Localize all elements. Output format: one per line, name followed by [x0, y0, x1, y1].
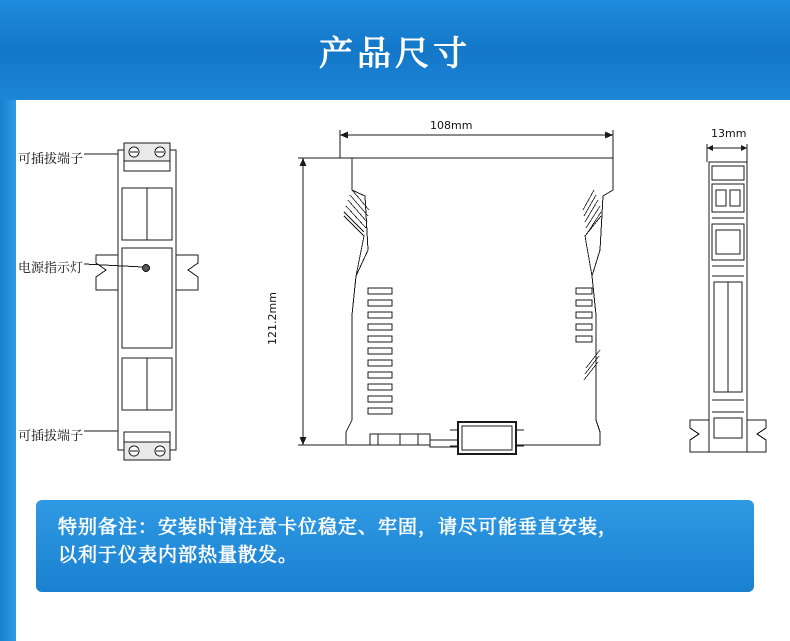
label-power-led: 电源指示灯 — [18, 261, 84, 276]
page-header — [0, 0, 790, 100]
dimension-depth-label: 13mm — [711, 127, 747, 140]
note-line-1: 特别备注：安装时请注意卡位稳定、牢固，请尽可能垂直安装， — [58, 516, 619, 538]
label-bottom-terminal: 可插拔端子 — [18, 429, 84, 444]
product-dimension-drawing — [0, 100, 790, 500]
dimension-height-label: 121.2mm — [266, 292, 279, 345]
dimension-width-label: 108mm — [430, 119, 473, 132]
label-top-terminal: 可插拔端子 — [18, 152, 84, 167]
note-line-2: 以利于仪表内部热量散发。 — [58, 543, 299, 566]
page-title: 产品尺寸 — [319, 33, 471, 74]
installation-note — [36, 500, 754, 592]
dimension-line-art — [0, 100, 790, 500]
